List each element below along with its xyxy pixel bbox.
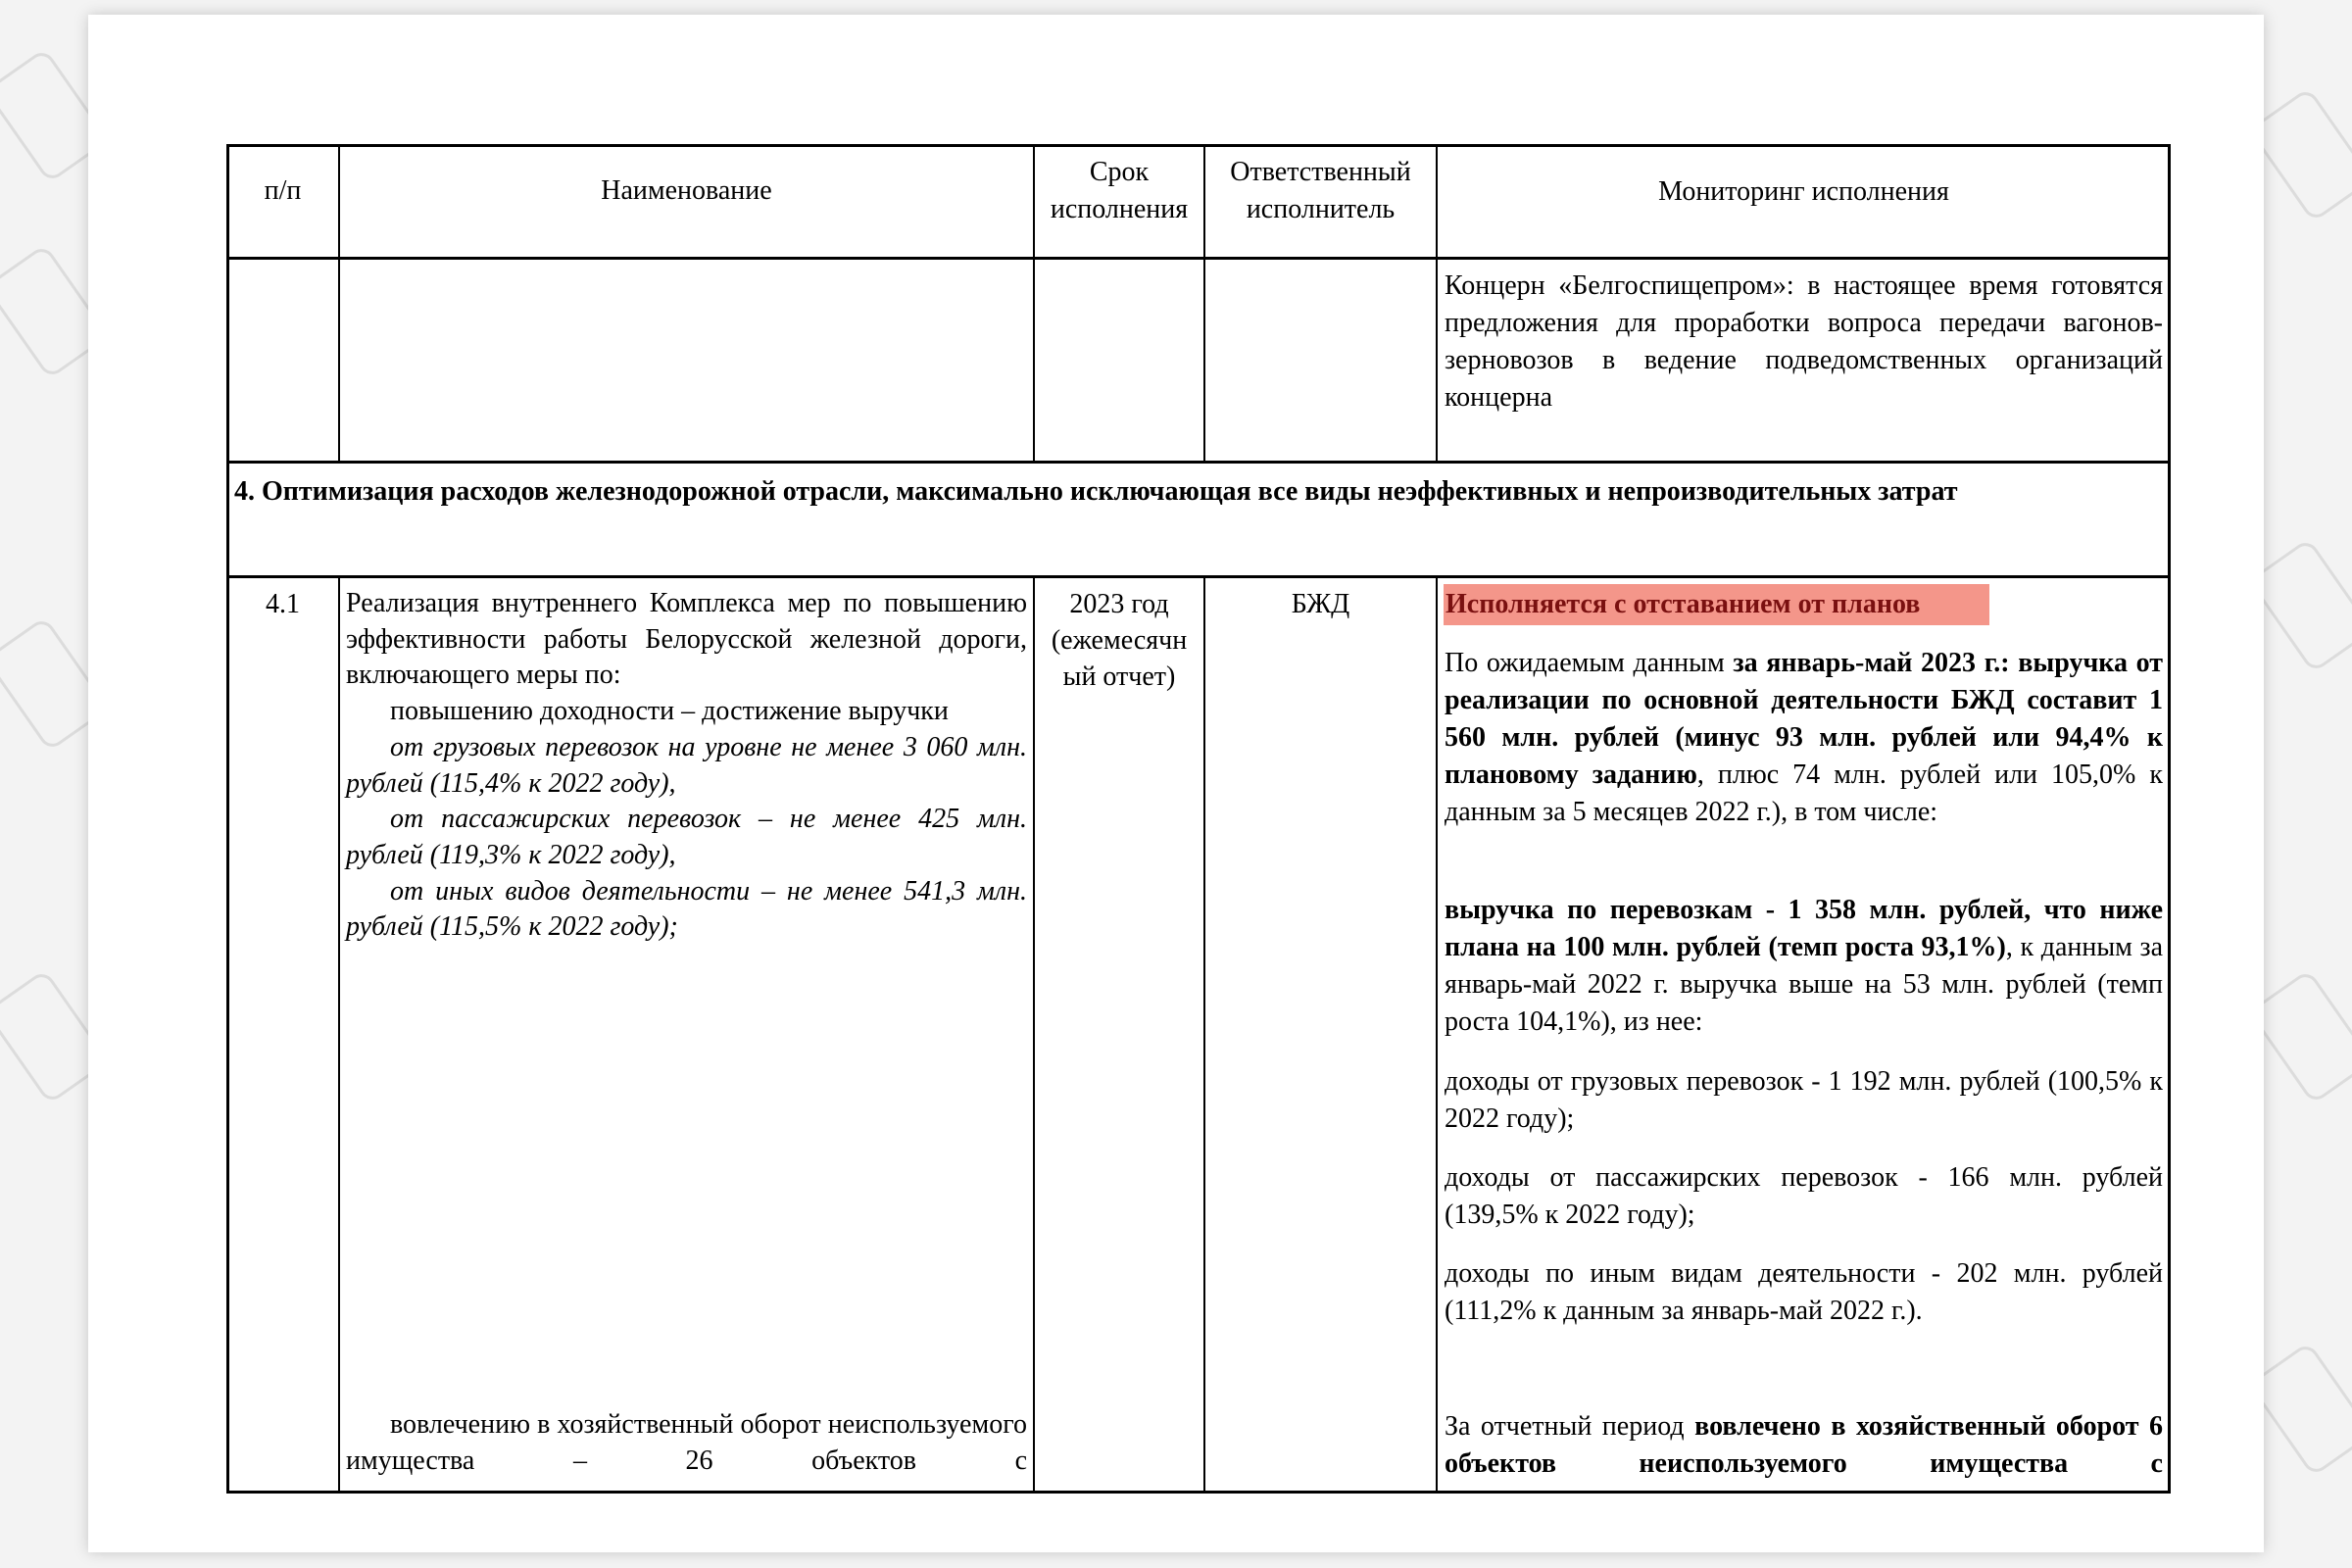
name-revenue: повышению доходности – достижение выручки <box>390 696 949 727</box>
table-divider <box>226 461 2171 464</box>
text: По ожидаемым данным <box>1445 648 1734 678</box>
status-badge: Исполняется с отставанием от планов <box>1446 589 1921 619</box>
deadline: (ежемесячн <box>1051 625 1188 656</box>
name-other: от иных видов деятельности – не менее 541,3 млн. рублей (115,5% к 2022 году); <box>346 875 1027 943</box>
table-divider <box>226 257 2171 260</box>
monitoring-paragraph <box>1445 892 2163 1041</box>
text: выручка по перевозкам - 1 358 млн. рублей, что ниже плана на 100 млн. рублей (темп роста 93,1%) <box>1445 895 2163 962</box>
text: вовлечено в хозяйственный оборот 6 объектов неиспользуемого имущества с <box>1445 1411 2164 1479</box>
monitoring-paragraph: доходы от пассажирских перевозок - 166 млн. рублей (139,5% к 2022 году); <box>1445 1162 2163 1230</box>
name-intro: Реализация внутреннего Комплекса мер по повышению эффективности работы Белорусской железной дороги, включающего меры по: <box>346 588 1027 691</box>
header-num: п/п <box>264 175 302 206</box>
table-divider <box>226 575 2171 578</box>
row-name <box>346 586 1027 946</box>
responsible: БЖД <box>1291 589 1350 619</box>
deadline: ый отчет) <box>1062 662 1176 692</box>
table-divider <box>1436 576 1438 1494</box>
header-name: Наименование <box>601 175 772 206</box>
section-title: 4. Оптимизация расходов железнодорожной отрасли, максимально исключающая все виды неэффективных и непроизводительных затрат <box>234 476 1958 507</box>
monitoring-paragraph: доходы по иным видам деятельности - 202 млн. рублей (111,2% к данным за январь-май 2022 г.). <box>1445 1258 2163 1326</box>
text: , к данным за январь-май 2022 г. выручка выше на 53 млн. рублей (темп роста 104,1%), из нее: <box>1445 932 2164 1037</box>
row-number: 4.1 <box>266 589 300 619</box>
monitoring-paragraph <box>1445 645 2163 831</box>
text: за январь-май 2023 г.: выручка от реализации по основной деятельности БЖД составит 1 560 млн. рублей (минус 93 млн. рублей или 94,4% к плановому заданию <box>1445 648 2163 790</box>
header-responsible: исполнитель <box>1246 194 1396 224</box>
deadline: 2023 год <box>1069 589 1169 619</box>
table-divider <box>1203 576 1205 1494</box>
header-deadline: исполнения <box>1050 194 1189 224</box>
table-divider <box>338 576 340 1494</box>
name-freight: от грузовых перевозок на уровне не менее 3 060 млн. рублей (115,4% к 2022 году), <box>346 731 1027 799</box>
name-property: вовлечению в хозяйственный оборот неиспользуемого имущества – 26 объектов с <box>346 1409 1027 1476</box>
monitoring-paragraph <box>1445 1408 2163 1483</box>
header-monitoring: Мониторинг исполнения <box>1658 176 1949 207</box>
text: , плюс 74 млн. рублей или 105,0% к данным за 5 месяцев 2022 г.), в том числе: <box>1445 760 2163 827</box>
header-responsible: Ответственный <box>1230 157 1411 187</box>
name-passenger: от пассажирских перевозок – не менее 425 млн. рублей (119,3% к 2022 году), <box>346 804 1027 870</box>
monitoring-paragraph: доходы от грузовых перевозок - 1 192 млн. рублей (100,5% к 2022 году); <box>1445 1066 2163 1134</box>
table-divider <box>1033 576 1035 1494</box>
header-deadline: Срок <box>1089 157 1150 187</box>
prev-row-monitoring: Концерн «Белгоспищепром»: в настоящее время готовятся предложения для проработки вопроса передачи вагонов-зерновозов в ведение подведомственных организаций концерна <box>1445 270 2163 413</box>
text: За отчетный период <box>1445 1411 1695 1442</box>
